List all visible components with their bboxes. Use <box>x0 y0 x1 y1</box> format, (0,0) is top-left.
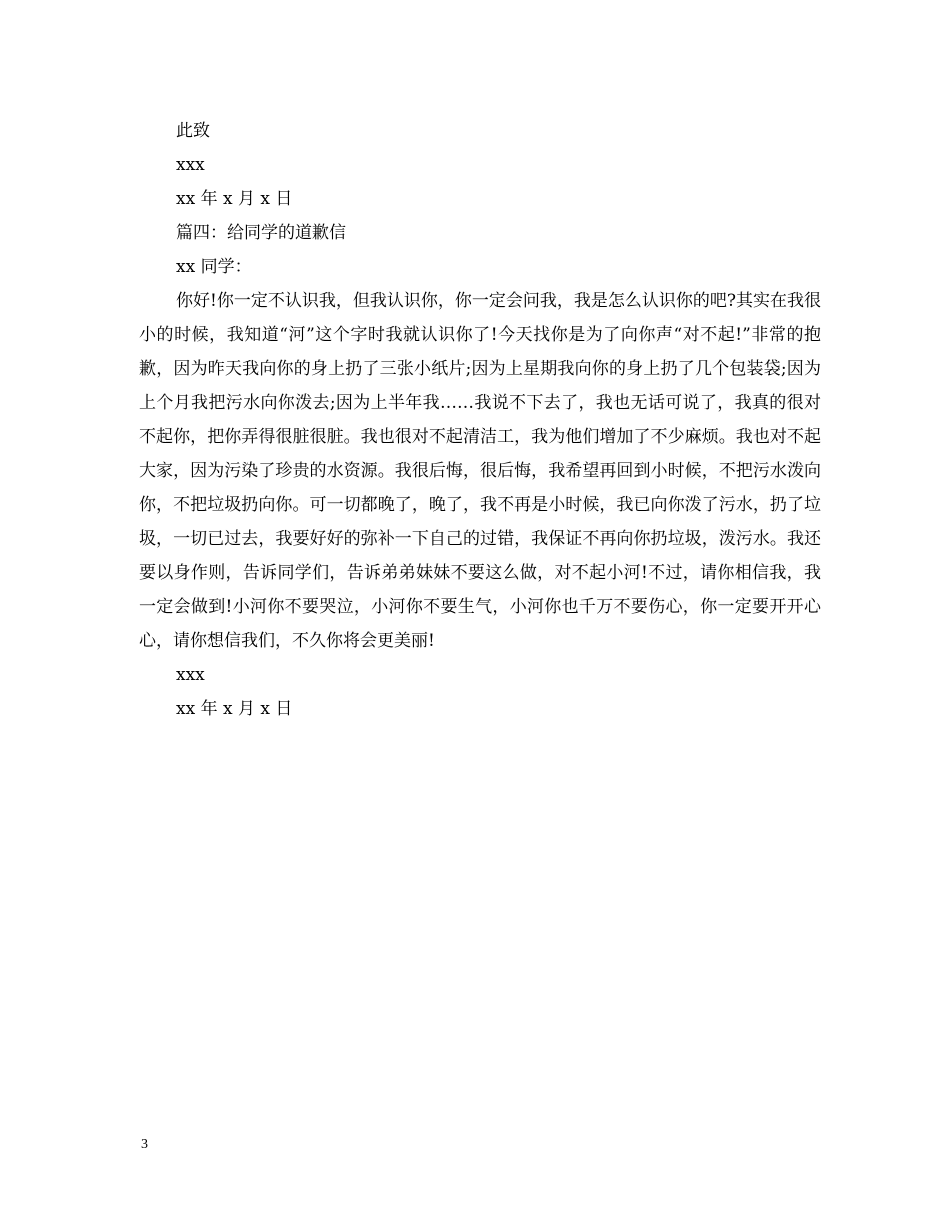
letter-body-paragraph: 你好!你一定不认识我，但我认识你，你一定会问我，我是怎么认识你的吧?其实在我很小的时候，我知道“河”这个字时我就认识你了!今天找你是为了向你声“对不起!”非常的抱歉，因为昨天我向你的身上扔了三张小纸片;因为上星期我向你的身上扔了几个包装袋;因为上个月我把污水向你泼去;因为上半年我……我说不下去了，我也无话可说了，我真的很对不起你，把你弄得很脏很脏。我也很对不起清洁工，我为他们增加了不少麻烦。我也对不起大家，因为污染了珍贵的水资源。我很后悔，很后悔，我希望再回到小时候，不把污水泼向你，不把垃圾扔向你。可一切都晚了，晚了，我不再是小时候，我已向你泼了污水，扔了垃圾，一切已过去，我要好好的弥补一下自己的过错，我保证不再向你扔垃圾，泼污水。我还要以身作则，告诉同学们，告诉弟弟妹妹不要这么做，对不起小河!不过，请你相信我，我一定会做到!小河你不要哭泣，小河你不要生气，小河你也千万不要伤心，你一定要开开心心，请你想信我们，不久你将会更美丽! <box>139 291 821 651</box>
signature-line: xxx <box>176 155 205 175</box>
salutation-line: xx 同学： <box>176 257 252 277</box>
closing-line: 此致 <box>176 121 210 141</box>
document-content <box>139 114 821 726</box>
date-line-2: xx 年 x 月 x 日 <box>176 699 293 719</box>
signature-line-2: xxx <box>176 665 205 685</box>
date-line: xx 年 x 月 x 日 <box>176 189 293 209</box>
page-number: 3 <box>141 1137 148 1152</box>
section-title: 篇四：给同学的道歉信 <box>176 223 346 243</box>
